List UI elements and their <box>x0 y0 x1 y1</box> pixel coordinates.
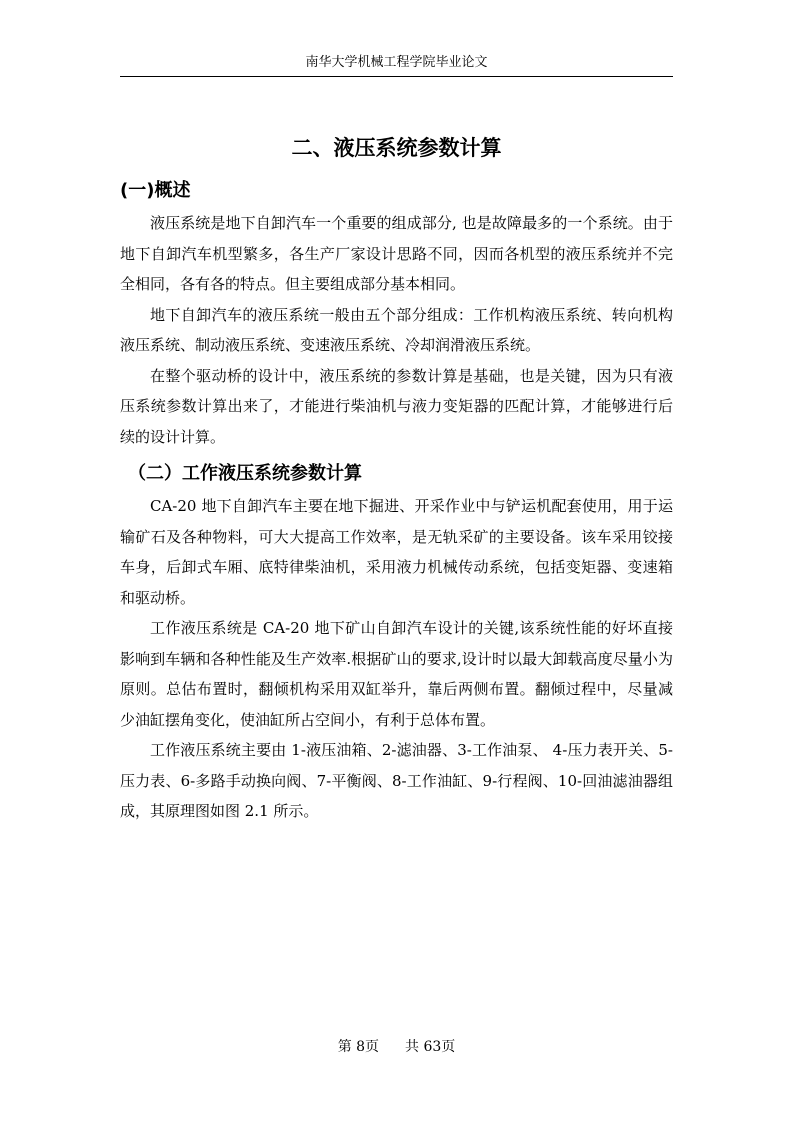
chapter-title: 二、液压系统参数计算 <box>291 136 502 160</box>
paragraph: CA-20 地下自卸汽车主要在地下掘进、开采作业中与铲运机配套使用，用于运输矿石及各种物料，可大大提高工作效率，是无轨采矿的主要设备。该车采用铰接车身，后卸式车厢、底特律柴油机，采用液力机械传动系统，包括变矩器、变速箱和驱动桥。 <box>120 497 673 607</box>
paragraph: 地下自卸汽车的液压系统一般由五个部分组成：工作机构液压系统、转向机构液压系统、制动液压系统、变速液压系统、冷却润滑液压系统。 <box>120 305 673 354</box>
paragraph: 工作液压系统主要由 1-液压油箱、2-滤油器、3-工作油泵、 4-压力表开关、5-压力表、6-多路手动换向阀、7-平衡阀、8-工作油缸、9-行程阀、10-回油滤油器组成，其原理图如图 2.1 所示。 <box>120 741 673 820</box>
paragraph: 液压系统是地下自卸汽车一个重要的组成部分, 也是故障最多的一个系统。由于地下自卸汽车机型繁多，各生产厂家设计思路不同，因而各机型的液压系统并不完全相同，各有各的特点。但主要组成部分基本相同。 <box>120 214 673 293</box>
paragraph: 在整个驱动桥的设计中，液压系统的参数计算是基础，也是关键，因为只有液压系统参数计算出来了，才能进行柴油机与液力变矩器的匹配计算，才能够进行后续的设计计算。 <box>120 366 673 446</box>
section-title-overview: (一)概述 <box>120 180 191 201</box>
section-title-work-hydraulics: （二）工作液压系统参数计算 <box>128 463 362 484</box>
header-rule <box>120 76 673 77</box>
page-footer <box>120 1038 673 1056</box>
page-total: 共 63页 <box>405 1039 456 1055</box>
running-header: 南华大学机械工程学院毕业论文 <box>305 55 488 70</box>
page-body <box>120 130 673 827</box>
page-number: 第 8页 <box>337 1039 380 1055</box>
paragraph: 工作液压系统是 CA-20 地下矿山自卸汽车设计的关键,该系统性能的好坏直接影响到车辆和各种性能及生产效率.根据矿山的要求,设计时以最大卸载高度尽量小为原则。总估布置时，翻倾机构采用双缸举升，靠后两侧布置。翻倾过程中，尽量减少油缸摆角变化，使油缸所占空间小，有利于总体布置。 <box>120 619 673 729</box>
